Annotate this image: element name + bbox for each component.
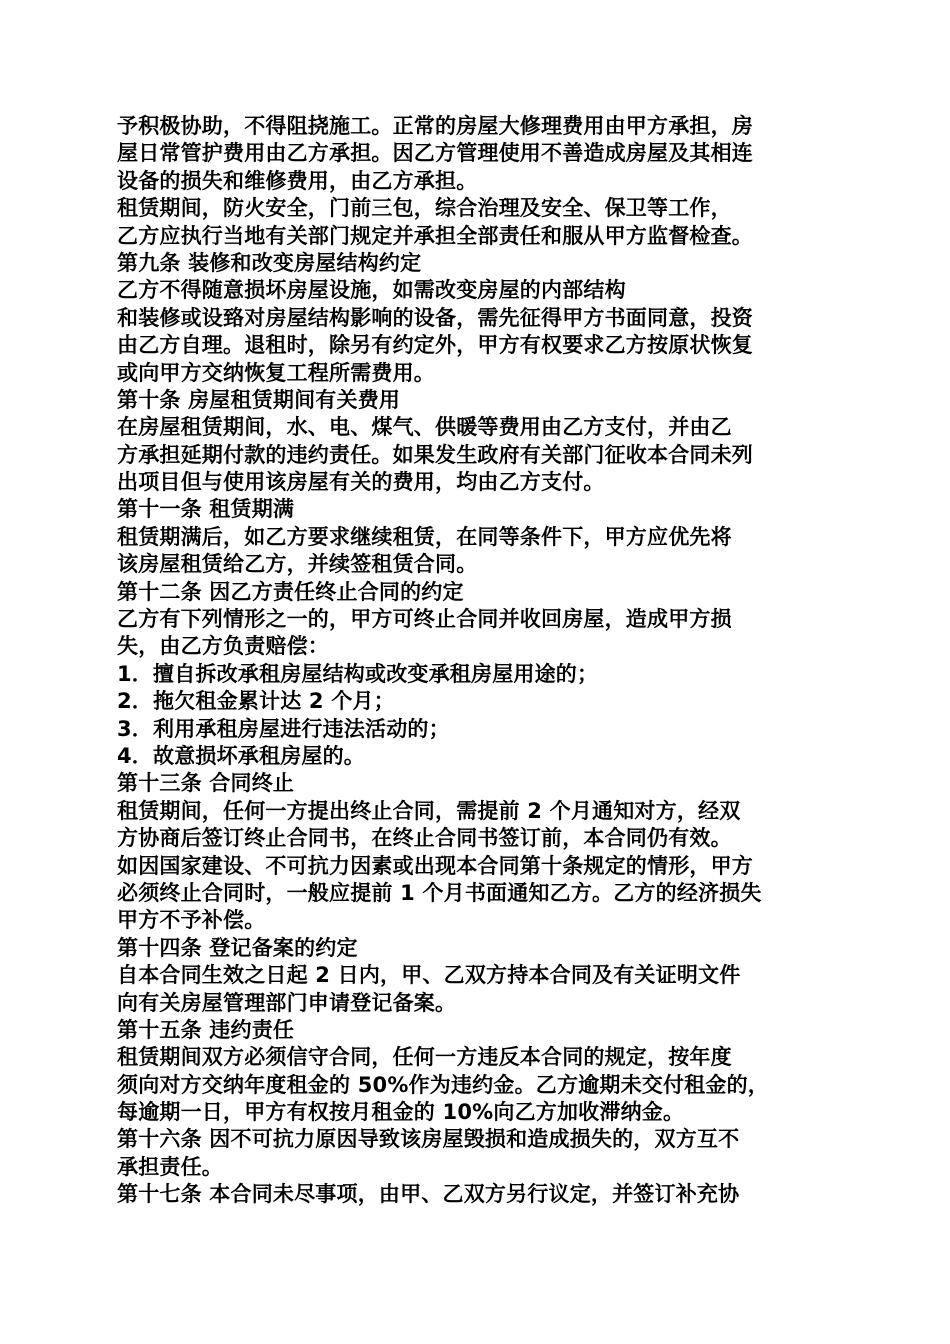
section-heading: 第十三条 合同终止 [117, 771, 295, 796]
section-heading: 第十四条 登记备案的约定 [117, 935, 358, 960]
text-line: 在房屋租赁期间，水、电、煤气、供暖等费用由乙方支付，并由乙 [117, 415, 732, 440]
text-line: 必须终止合同时，一般应提前 1 个月书面通知乙方。乙方的经济损失 [117, 880, 762, 905]
text-line: 方承担延期付款的违约责任。如果发生政府有关部门征收本合同未列 [117, 442, 753, 467]
text-line: 乙方应执行当地有关部门规定并承担全部责任和服从甲方监督检查。 [117, 223, 753, 248]
list-item: 3．利用承租房屋进行违法活动的； [117, 716, 450, 741]
list-item: 4．故意损坏承租房屋的。 [117, 743, 366, 768]
text-line: 甲方不予补偿。 [117, 908, 266, 933]
section-heading: 第十六条 因不可抗力原因导致该房屋毁损和造成损失的，双方互不 [117, 1127, 740, 1152]
text-line: 每逾期一日，甲方有权按月租金的 10%向乙方加收滞纳金。 [117, 1100, 685, 1125]
text-line: 租赁期间，防火安全，门前三包，综合治理及安全、保卫等工作， [117, 196, 732, 221]
text-line: 设备的损失和维修费用，由乙方承担。 [117, 168, 478, 193]
text-line: 向有关房屋管理部门申请登记备案。 [117, 990, 457, 1015]
text-line: 屋日常管护费用由乙方承担。因乙方管理使用不善造成房屋及其相连 [117, 141, 753, 166]
section-heading: 第十一条 租赁期满 [117, 497, 295, 522]
text-line: 出项目但与使用该房屋有关的费用，均由乙方支付。 [117, 470, 605, 495]
text-line: 租赁期满后，如乙方要求继续租赁，在同等条件下，甲方应优先将 [117, 524, 732, 549]
text-line: 乙方不得随意损坏房屋设施，如需改变房屋的内部结构 [117, 278, 626, 303]
text-line: 该房屋租赁给乙方，并续签租赁合同。 [117, 552, 478, 577]
section-heading: 第十七条 本合同未尽事项，由甲、乙双方另行议定，并签订补充协 [117, 1182, 740, 1207]
section-heading: 第十二条 因乙方责任终止合同的约定 [117, 579, 464, 604]
text-line: 和装修或设臵对房屋结构影响的设备，需先征得甲方书面同意，投资 [117, 305, 753, 330]
text-line: 失，由乙方负责赔偿： [117, 634, 329, 659]
text-line: 予积极协助，不得阻挠施工。正常的房屋大修理费用由甲方承担，房 [117, 114, 753, 138]
text-line: 承担责任。 [117, 1154, 223, 1179]
text-line: 须向对方交纳年度租金的 50%作为违约金。乙方逾期未交付租金的， [117, 1072, 769, 1097]
text-line: 或向甲方交纳恢复工程所需费用。 [117, 360, 435, 385]
list-item: 2．拖欠租金累计达 2 个月； [117, 689, 395, 714]
text-line: 方协商后签订终止合同书，在终止合同书签订前，本合同仍有效。 [117, 826, 732, 851]
section-heading: 第十五条 违约责任 [117, 1017, 295, 1042]
text-line: 如因国家建设、不可抗力因素或出现本合同第十条规定的情形，甲方 [117, 853, 753, 878]
text-line: 自本合同生效之日起 2 日内，甲、乙双方持本合同及有关证明文件 [117, 963, 741, 988]
section-heading: 第十条 房屋租赁期间有关费用 [117, 387, 401, 412]
section-heading: 第九条 装修和改变房屋结构约定 [117, 250, 422, 275]
document-body [117, 113, 837, 1209]
text-line: 由乙方自理。退租时，除另有约定外，甲方有权要求乙方按原状恢复 [117, 333, 753, 358]
text-line: 乙方有下列情形之一的，甲方可终止合同并收回房屋，造成甲方损 [117, 607, 732, 632]
list-item: 1．擅自拆改承租房屋结构或改变承租房屋用途的； [117, 661, 599, 686]
text-line: 租赁期间双方必须信守合同，任何一方违反本合同的规定，按年度 [117, 1045, 732, 1070]
text-line: 租赁期间，任何一方提出终止合同，需提前 2 个月通知对方，经双 [117, 798, 741, 823]
